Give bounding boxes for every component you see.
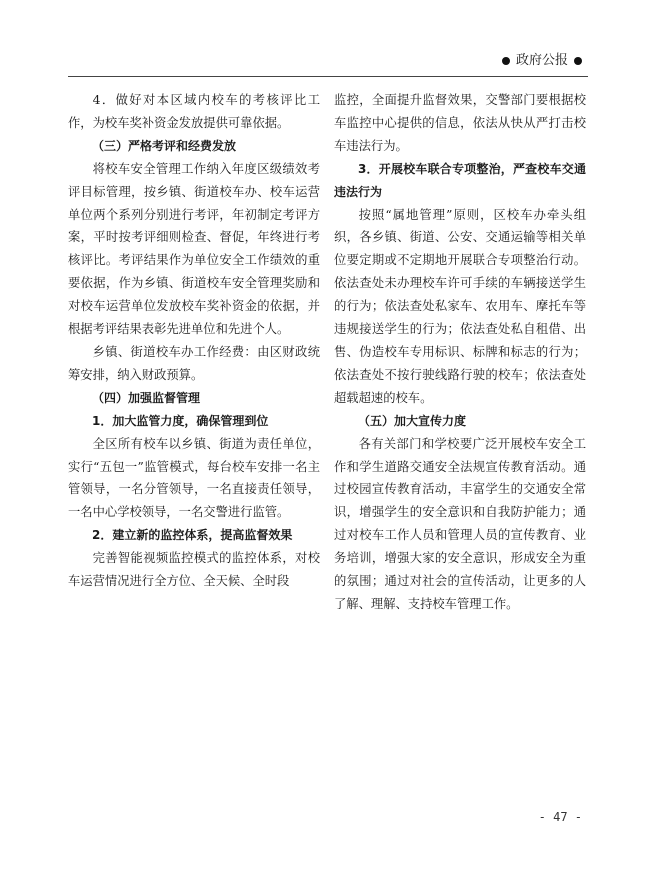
paragraph: 各有关部门和学校要广泛开展校车安全工作和学生道路交通安全法规宣传教育活动。通过校园宣传教育活动，丰富学生的交通安全常识，增强学生的安全意识和自我防护能力；通过对校车工作人员和管理人员的宣传教育、业务培训，增强大家的安全意识，形成安全为重的氛围；通过对社会的宣传活动，让更多的人了解、理解、支持校车管理工作。 [334,436,586,611]
paragraph: 全区所有校车以乡镇、街道为责任单位，实行“五包一”监管模式，每台校车安排一名主管领导，一名分管领导，一名直接责任领导，一名中心学校领导，一名交警进行监管。 [68,436,320,520]
paragraph: 监控，全面提升监督效果，交警部门要根据校车监控中心提供的信息，依法从快从严打击校车违法行为。 [334,93,586,153]
section-heading: （五）加大宣传力度 [358,413,467,428]
header-title-group [502,52,582,70]
left-column [68,89,320,616]
subsection-heading: 1．加大监管力度，确保管理到位 [92,413,269,428]
subsection-heading: 3．开展校车联合专项整治，严查校车交通违法行为 [334,161,586,199]
section-heading: （四）加强监督管理 [92,390,201,405]
right-column [334,89,586,616]
paragraph: 完善智能视频监控模式的监控体系，对校车运营情况进行全方位、全天候、全时段 [68,551,320,589]
article-columns [68,89,586,616]
paragraph: 将校车安全管理工作纳入年度区级绩效考评目标管理，按乡镇、街道校车办、校车运营单位两个系列分别进行考评，年初制定考评方案，平时按考评细则检查、督促，年终进行考核评比。考评结果作为单位安全工作绩效的重要依据，作为乡镇、街道校车安全管理奖励和对校车运营单位发放校车奖补资金的依据，并根据考评结果表彰先进单位和先进个人。 [68,161,320,337]
page-number: - 47 - [538,810,582,824]
paragraph: 按照“属地管理”原则，区校车办牵头组织，各乡镇、街道、公安、交通运输等相关单位要定期或不定期地开展联合专项整治行动。依法查处未办理校车许可手续的车辆接送学生的行为；依法查处私家车、农用车、摩托车等违规接送学生的行为；依法查处私自租借、出售、伪造校车专用标识、标牌和标志的行为；依法查处不按行驶线路行驶的校车；依法查处超载超速的校车。 [334,207,586,405]
page-header [68,50,588,77]
bullet-dot-icon [574,57,582,65]
bullet-dot-icon [502,57,510,65]
subsection-heading: 2．建立新的监控体系，提高监督效果 [92,528,293,543]
section-heading: （三）严格考评和经费发放 [92,138,237,153]
paragraph: 4．做好对本区域内校车的考核评比工作，为校车奖补资金发放提供可靠依据。 [68,93,320,130]
paragraph: 乡镇、街道校车办工作经费：由区财政统筹安排，纳入财政预算。 [68,344,320,382]
header-title: 政府公报 [515,53,568,68]
